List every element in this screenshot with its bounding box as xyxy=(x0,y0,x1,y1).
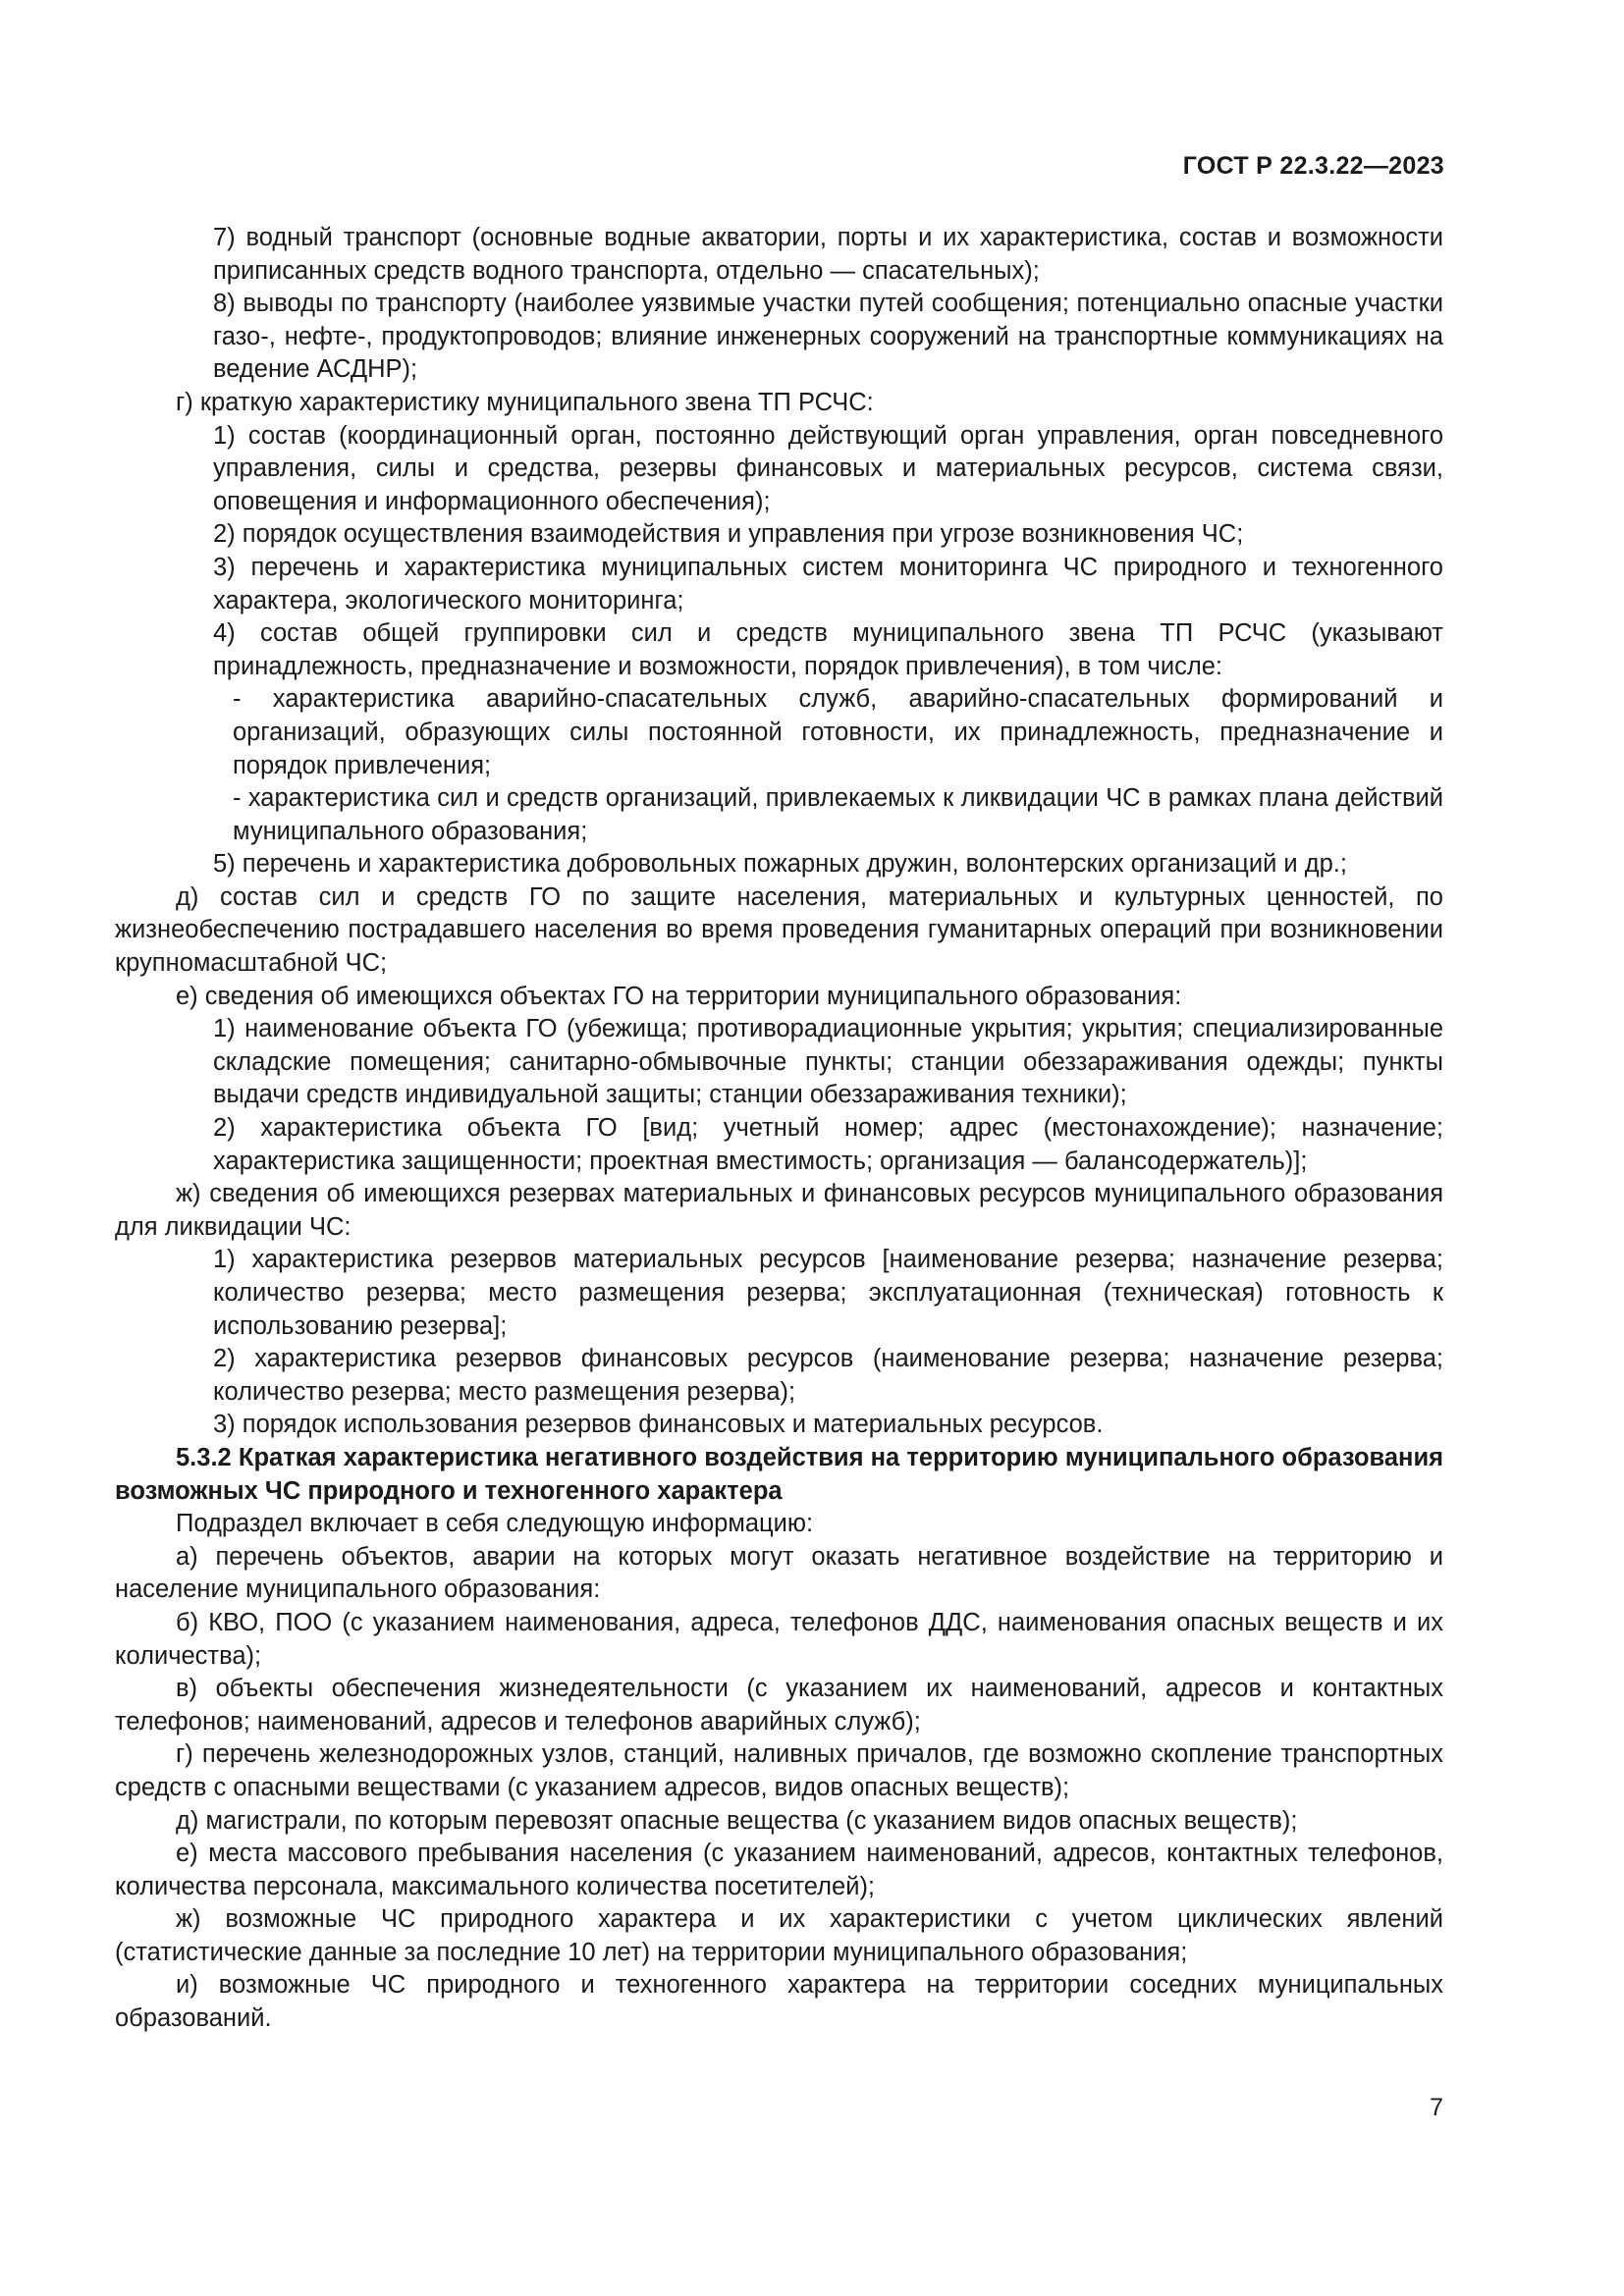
paragraph: 2) порядок осуществления взаимодействия и управления при угрозе возникновения ЧС; xyxy=(213,520,1244,549)
paragraph: е) места массового пребывания населения (с указанием наименований, адресов, контактных телефонов, количества персонала, максимального количества посетителей); xyxy=(115,1840,1443,1900)
page-number: 7 xyxy=(1430,2094,1443,2121)
paragraph: а) перечень объектов, аварии на которых могут оказать негативное воздействие на территорию и население муниципального образования: xyxy=(115,1542,1443,1604)
paragraph: и) возможные ЧС природного и техногенного характера на территории соседних муниципальных образований. xyxy=(115,1971,1443,2033)
paragraph: Подраздел включает в себя следующую информацию: xyxy=(176,1510,814,1538)
paragraph: 8) выводы по транспорту (наиболее уязвимые участки путей сообщения; потенциально опасные участки газо-, нефте-, продуктопроводов; влияние инженерных сооружений на транспортные коммуникациях на ведение АСДНР); xyxy=(213,290,1443,384)
paragraph: 2) характеристика резервов финансовых ресурсов (наименование резерва; назначение резерва; количество резерва; место размещения резерва); xyxy=(213,1345,1443,1406)
paragraph: 1) наименование объекта ГО (убежища; противорадиационные укрытия; укрытия; специализированные складские помещения; санитарно-обмывочные пункты; станции обеззараживания одежды; пункты выдачи средств индивидуальной защиты; станции обеззараживания техники); xyxy=(213,1015,1443,1109)
paragraph: д) состав сил и средств ГО по защите населения, материальных и культурных ценностей, по жизнеобеспечению пострадавшего населения во время проведения гуманитарных операций при возникновении крупномасштабной ЧС; xyxy=(115,882,1443,978)
paragraph: г) краткую характеристику муниципального звена ТП РСЧС: xyxy=(176,388,874,416)
paragraph: г) перечень железнодорожных узлов, станций, наливных причалов, где возможно скопление транспортных средств с опасными веществами (с указанием адресов, видов опасных веществ); xyxy=(115,1740,1443,1801)
paragraph: д) магистрали, по которым перевозят опасные вещества (с указанием видов опасных веществ); xyxy=(176,1806,1298,1835)
document-body xyxy=(115,222,1443,2036)
paragraph: 7) водный транспорт (основные водные акватории, порты и их характеристика, состав и возможности приписанных средств водного транспорта, отдельно — спасательных); xyxy=(213,224,1443,285)
paragraph: в) объекты обеспечения жизнедеятельности (с указанием их наименований, адресов и контактных телефонов; наименований, адресов и телефонов аварийных служб); xyxy=(115,1675,1443,1735)
paragraph: б) КВО, ПОО (с указанием наименования, адреса, телефонов ДДС, наименования опасных веществ и их количества); xyxy=(115,1608,1443,1670)
paragraph: 1) состав (координационный орган, постоянно действующий орган управления, орган повседневного управления, силы и средства, резервы финансовых и материальных ресурсов, система связи, оповещения и информационного обеспечения); xyxy=(213,421,1443,515)
paragraph: ж) сведения об имеющихся резервах материальных и финансовых ресурсов муниципального образования для ликвидации ЧС: xyxy=(115,1180,1443,1241)
paragraph: ж) возможные ЧС природного характера и их характеристики с учетом циклических явлений (статистические данные за последние 10 лет) на территории муниципального образования; xyxy=(115,1905,1443,1966)
paragraph: 2) характеристика объекта ГО [вид; учетный номер; адрес (местонахождение); назначение; характеристика защищенности; проектная вместимость; организация — балансодержатель)]; xyxy=(213,1114,1443,1175)
paragraph: 4) состав общей группировки сил и средств муниципального звена ТП РСЧС (указывают принадлежность, предназначение и возможности, порядок привлечения), в том числе: xyxy=(213,619,1443,680)
paragraph: 3) порядок использования резервов финансовых и материальных ресурсов. xyxy=(213,1411,1104,1439)
paragraph: е) сведения об имеющихся объектах ГО на территории муниципального образования: xyxy=(176,982,1182,1010)
document-standard-code: ГОСТ Р 22.3.22—2023 xyxy=(1182,152,1444,180)
paragraph: - характеристика сил и средств организаций, привлекаемых к ликвидации ЧС в рамках плана действий муниципального образования; xyxy=(233,784,1443,845)
paragraph: 1) характеристика резервов материальных ресурсов [наименование резерва; назначение резерва; количество резерва; место размещения резерва; эксплуатационная (техническая) готовность к использованию резерва]; xyxy=(213,1246,1443,1340)
section-heading: 5.3.2 Краткая характеристика негативного воздействия на территорию муниципального образования возможных ЧС природного и техногенного характера xyxy=(115,1443,1443,1505)
paragraph: 5) перечень и характеристика добровольных пожарных дружин, волонтерских организаций и др.; xyxy=(213,850,1347,879)
paragraph: 3) перечень и характеристика муниципальных систем мониторинга ЧС природного и техногенного характера, экологического мониторинга; xyxy=(213,553,1443,614)
paragraph: - характеристика аварийно-спасательных служб, аварийно-спасательных формирований и организаций, образующих силы постоянной готовности, их принадлежность, предназначение и порядок привлечения; xyxy=(233,685,1443,779)
